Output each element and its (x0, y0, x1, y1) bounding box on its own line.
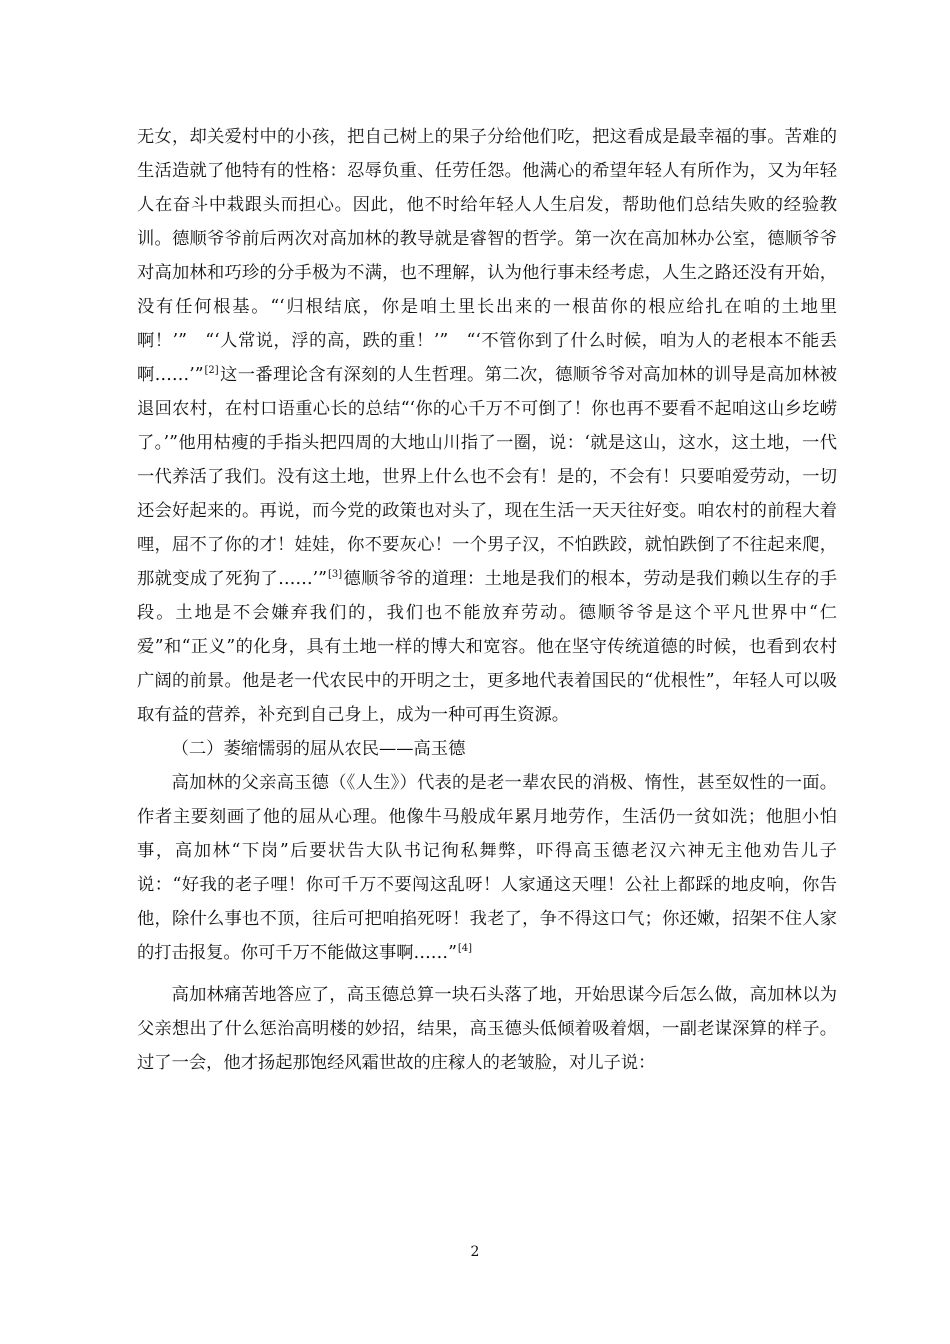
text-run: 这一番理论含有深刻的人生哲理。第二次，德顺爷爷对高加林的训导是高加林被退回农村，在村口语重心长的总结“‘你的心千万不可倒了！你也再不要看不起咱这山乡圪崂了。’”他用枯瘦的手指头把四周的大地山川指了一圈，说：‘就是这山，这水，这土地，一代一代养活了我们。没有这土地，世界上什么也不会有！是的，不会有！只要咱爱劳动，一切还会好起来的。再说，而今党的政策也对头了，现在生活一天天往好变。咱农村的前程大着哩，屈不了你的才！娃娃，你不要灰心！一个男子汉，不怕跌跤，就怕跌倒了不往起来爬，那就变成了死狗了……’” (137, 365, 837, 589)
body-paragraph-1 (137, 120, 837, 732)
text-run: （二）萎缩懦弱的屈从农民——高玉德 (171, 739, 466, 759)
citation-marker: [3] (327, 569, 343, 581)
citation-marker: [4] (457, 943, 473, 955)
citation-marker: [2] (204, 365, 219, 377)
document-body (137, 120, 837, 1080)
page-number: 2 (470, 1244, 480, 1260)
text-run: 德顺爷爷的道理：土地是我们的根本，劳动是我们赖以生存的手段。土地是不会嫌弃我们的，我们也不能放弃劳动。德顺爷爷是这个平凡世界中“仁爱”和“正义”的化身，具有土地一样的博大和宽容。他在坚守传统道德的时候，也看到农村广阔的前景。他是老一代农民中的开明之士，更多地代表着国民的“优根性”，年轻人可以吸取有益的营养，补充到自己身上，成为一种可再生资源。 (137, 569, 837, 725)
body-paragraph-2 (137, 766, 837, 970)
section-heading (137, 732, 837, 766)
body-paragraph-3 (137, 978, 837, 1080)
text-run: 高加林的父亲高玉德（《人生》）代表的是老一辈农民的消极、惰性，甚至奴性的一面。作者主要刻画了他的屈从心理。他像牛马般成年累月地劳作，生活仍一贫如洗；他胆小怕事，高加林“下岗”后要状告大队书记徇私舞弊，吓得高玉德老汉六神无主他劝告儿子说：“好我的老子哩！你可千万不要闯这乱呀！人家通这天哩！公社上都踩的地皮响，你告他，除什么事也不顶，往后可把咱掐死呀！我老了，争不得这口气；你还嫩，招架不住人家的打击报复。你可千万不能做这事啊……” (137, 773, 837, 963)
text-run: 无女，却关爱村中的小孩，把自己树上的果子分给他们吃，把这看成是最幸福的事。苦难的生活造就了他特有的性格：忍辱负重、任劳任怨。他满心的希望年轻人有所作为，又为年轻人在奋斗中栽跟头而担心。因此，他不时给年轻人人生启发，帮助他们总结失败的经验教训。德顺爷爷前后两次对高加林的教导就是睿智的哲学。第一次在高加林办公室，德顺爷爷对高加林和巧珍的分手极为不满，也不理解，认为他行事未经考虑，人生之路还没有开始，没有任何根基。“‘归根结底，你是咱土里长出来的一根苗你的根应给扎在咱的土地里啊！’” “‘人常说，浮的高，跌的重！’” “‘不管你到了什么时候，咱为人的老根本不能丢啊……’” (137, 127, 837, 385)
text-run: 高加林痛苦地答应了，高玉德总算一块石头落了地，开始思谋今后怎么做，高加林以为父亲想出了什么惩治高明楼的妙招，结果，高玉德头低倾着吸着烟，一副老谋深算的样子。过了一会，他才扬起那饱经风霜世故的庄稼人的老皱脸，对儿子说： (137, 985, 837, 1073)
